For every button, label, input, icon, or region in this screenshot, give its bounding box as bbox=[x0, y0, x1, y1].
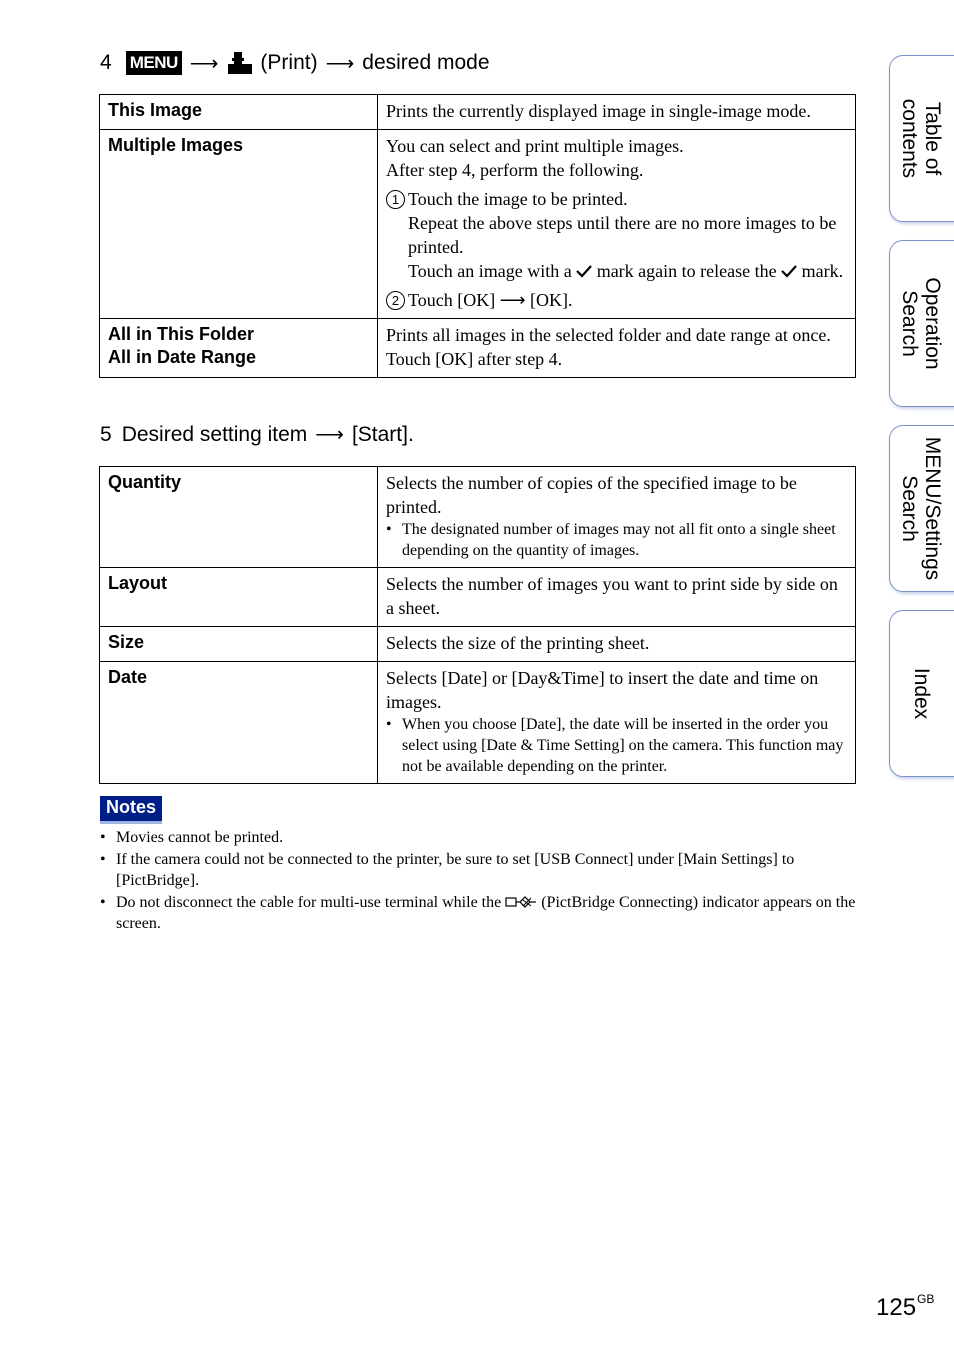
detail-text: Touch an image with a bbox=[408, 261, 572, 281]
row-text: Selects the number of copies of the specified image to be printed. bbox=[386, 473, 797, 517]
table-row bbox=[100, 568, 856, 627]
table-row bbox=[100, 627, 856, 662]
page-number bbox=[876, 1292, 934, 1322]
row-text: Selects the size of the printing sheet. bbox=[386, 633, 650, 653]
tab-label-line: Operation bbox=[921, 277, 945, 370]
note-text: (PictBridge Connecting) indicator appears on the screen. bbox=[116, 893, 856, 932]
row-text: You can select and print multiple images. bbox=[386, 136, 684, 156]
note-item: • If the camera could not be connected to the printer, be sure to set [USB Connect] under [Main Settings] to [PictBridge]. bbox=[100, 849, 856, 892]
table-row bbox=[100, 467, 856, 568]
row-key: Multiple Images bbox=[100, 130, 378, 319]
arrow-right-icon: ⟶ bbox=[499, 290, 526, 310]
row-value bbox=[378, 627, 856, 662]
row-key: Date bbox=[100, 662, 378, 784]
key-line: All in Date Range bbox=[108, 347, 257, 367]
note-text: Do not disconnect the cable for multi-use terminal while the bbox=[116, 893, 502, 911]
tab-label-line: Search bbox=[898, 290, 922, 357]
row-value bbox=[378, 568, 856, 627]
row-value bbox=[378, 95, 856, 130]
circled-number: 2 bbox=[386, 291, 405, 310]
row-value bbox=[378, 662, 856, 784]
tab-label-line: Index bbox=[910, 667, 933, 720]
note-item bbox=[100, 892, 856, 935]
checkmark-icon bbox=[781, 264, 797, 278]
row-key: This Image bbox=[100, 95, 378, 130]
row-key: Quantity bbox=[100, 467, 378, 568]
tab-label bbox=[889, 611, 954, 776]
step-5-heading bbox=[100, 422, 414, 447]
step-number: 5 bbox=[100, 422, 112, 446]
circled-number: 1 bbox=[386, 190, 405, 209]
substep-text: [OK]. bbox=[530, 290, 573, 310]
pictbridge-connecting-icon bbox=[505, 895, 537, 909]
row-text: Prints all images in the selected folder and date range at once. bbox=[386, 325, 831, 345]
notes-badge: Notes bbox=[100, 796, 162, 824]
row-value bbox=[378, 130, 856, 319]
step-number: 4 bbox=[100, 51, 112, 74]
row-key bbox=[100, 319, 378, 378]
tab-label-line: MENU/Settings bbox=[921, 436, 945, 581]
row-key: Layout bbox=[100, 568, 378, 627]
step-4-heading bbox=[100, 50, 490, 76]
table-row bbox=[100, 319, 856, 378]
print-icon bbox=[226, 50, 254, 76]
arrow-right-icon: ⟶ bbox=[325, 52, 355, 75]
substep-text: Touch the image to be printed. bbox=[408, 189, 628, 209]
row-key: Size bbox=[100, 627, 378, 662]
arrow-right-icon: ⟶ bbox=[189, 52, 219, 75]
row-text: Selects the number of images you want to print side by side on a sheet. bbox=[386, 574, 838, 618]
tab-label-line: Table of bbox=[921, 101, 945, 176]
print-settings-table bbox=[99, 466, 856, 784]
step-text: Desired setting item bbox=[121, 422, 308, 446]
substep-text: Touch [OK] bbox=[408, 290, 496, 310]
tab-label bbox=[889, 241, 954, 406]
row-bullet: • The designated number of images may not all fit onto a single sheet depending on the quantity of images. bbox=[386, 519, 847, 561]
row-text: Prints the currently displayed image in single-image mode. bbox=[386, 101, 811, 121]
substep-1 bbox=[386, 187, 847, 211]
step-text: [Start]. bbox=[351, 422, 414, 446]
tab-operation-search[interactable] bbox=[889, 240, 954, 407]
table-row bbox=[100, 662, 856, 784]
detail-text: mark again to release the bbox=[596, 261, 777, 281]
step-target: desired mode bbox=[362, 51, 490, 74]
table-row bbox=[100, 130, 856, 319]
checkmark-icon bbox=[576, 264, 592, 278]
row-text: Selects [Date] or [Day&Time] to insert the date and time on images. bbox=[386, 668, 819, 712]
arrow-right-icon: ⟶ bbox=[315, 424, 344, 446]
substep-detail: Repeat the above steps until there are no more images to be printed. bbox=[408, 213, 837, 257]
print-label: (Print) bbox=[260, 51, 318, 74]
tab-menu-settings-search[interactable] bbox=[889, 425, 954, 592]
row-text: After step 4, perform the following. bbox=[386, 160, 644, 180]
row-bullet: • When you choose [Date], the date will be inserted in the order you select using [Date & Time Setting] on the camera. This function may not be available depending on the printer. bbox=[386, 714, 847, 777]
tab-label bbox=[889, 426, 954, 591]
table-row bbox=[100, 95, 856, 130]
menu-icon: MENU bbox=[126, 51, 182, 75]
notes-list bbox=[100, 827, 856, 935]
tab-label-line: Search bbox=[898, 475, 922, 542]
tab-index[interactable] bbox=[889, 610, 954, 777]
tab-label-line: contents bbox=[898, 98, 922, 179]
page-number-suffix: GB bbox=[917, 1292, 935, 1306]
page-number-value: 125 bbox=[876, 1294, 917, 1321]
row-text: Touch [OK] after step 4. bbox=[386, 349, 563, 369]
tab-table-of-contents[interactable] bbox=[889, 55, 954, 222]
key-line: All in This Folder bbox=[108, 324, 255, 344]
note-item: • Movies cannot be printed. bbox=[100, 827, 856, 849]
substep-2 bbox=[386, 288, 847, 312]
tab-label bbox=[889, 56, 954, 221]
row-value bbox=[378, 319, 856, 378]
row-value bbox=[378, 467, 856, 568]
detail-text: mark. bbox=[801, 261, 844, 281]
substep-detail bbox=[386, 259, 847, 283]
print-mode-table bbox=[99, 94, 856, 378]
